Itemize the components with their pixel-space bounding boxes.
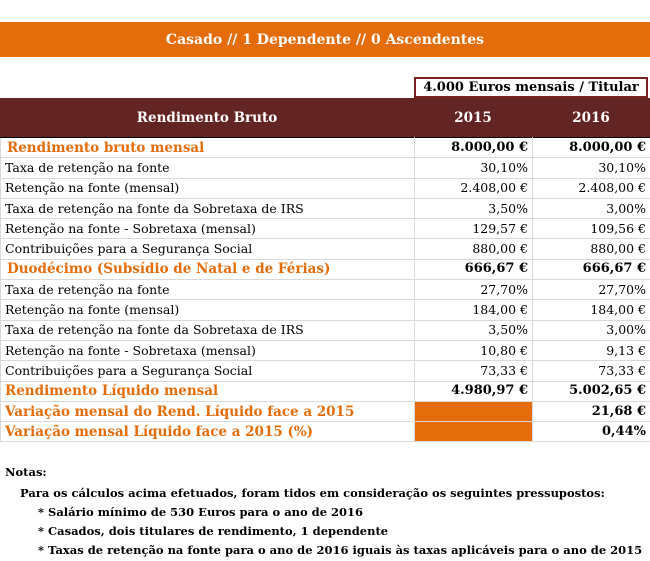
value-2015: 666,67 € [415,259,533,279]
table-row [1,158,650,178]
table-row [1,340,650,360]
row-label: Retenção na fonte (mensal) [1,178,415,198]
value-2016: 9,13 € [533,340,650,360]
header-label: Rendimento Bruto [136,109,278,126]
table-header [0,98,650,137]
header-year-2016: 2016 [572,109,610,126]
notes-bullet: * Taxas de retenção na fonte para o ano de 2016 iguais às taxas aplicáveis para o ano de 2015 [38,543,643,557]
notes-bullet: * Casados, dois titulares de rendimento, 1 dependente [38,524,389,538]
row-label: Taxa de retenção na fonte [1,280,415,300]
table-row [1,320,650,340]
row-label: Rendimento bruto mensal [1,138,415,158]
value-2016: 27,70% [533,280,650,300]
value-2015-empty [415,401,533,421]
value-2015: 10,80 € [415,340,533,360]
value-2016: 8.000,00 € [533,138,650,158]
row-label: Variação mensal Líquido face a 2015 (%) [1,422,415,442]
row-label: Contribuições para a Segurança Social [1,361,415,381]
value-2016: 2.408,00 € [533,178,650,198]
table-row [1,381,650,401]
row-label: Taxa de retenção na fonte [1,158,415,178]
value-2016: 30,10% [533,158,650,178]
row-label: Contribuições para a Segurança Social [1,239,415,259]
notes-bullet: * Salário mínimo de 530 Euros para o ano de 2016 [38,505,364,519]
notes-intro: Para os cálculos acima efetuados, foram tidos em consideração os seguintes pressupostos: [20,486,605,500]
row-label: Taxa de retenção na fonte da Sobretaxa de IRS [1,198,415,218]
table-row [1,280,650,300]
value-2015: 3,50% [415,320,533,340]
table-row [1,259,650,279]
notes-title: Notas: [5,465,47,479]
table-row [1,198,650,218]
value-2016: 5.002,65 € [533,381,650,401]
table-row [1,138,650,158]
titular-income-label: 4.000 Euros mensais / Titular [414,77,648,98]
value-2016: 21,68 € [533,401,650,421]
table-row [1,239,650,259]
row-label: Duodécimo (Subsídio de Natal e de Férias) [1,259,415,279]
scenario-banner: Casado // 1 Dependente // 0 Ascendentes [0,22,650,57]
value-2015: 30,10% [415,158,533,178]
value-2015: 27,70% [415,280,533,300]
value-2016: 3,00% [533,198,650,218]
value-2015: 8.000,00 € [415,138,533,158]
table-row [1,300,650,320]
row-label: Retenção na fonte - Sobretaxa (mensal) [1,340,415,360]
value-2016: 880,00 € [533,239,650,259]
table-row [1,219,650,239]
row-label: Retenção na fonte - Sobretaxa (mensal) [1,219,415,239]
value-2015: 129,57 € [415,219,533,239]
row-label: Rendimento Líquido mensal [1,381,415,401]
value-2015: 880,00 € [415,239,533,259]
value-2015-empty [415,422,533,442]
value-2016: 3,00% [533,320,650,340]
value-2015: 4.980,97 € [415,381,533,401]
value-2016: 0,44% [533,422,650,442]
value-2016: 666,67 € [533,259,650,279]
value-2015: 184,00 € [415,300,533,320]
value-2016: 73,33 € [533,361,650,381]
row-label: Variação mensal do Rend. Líquido face a 2015 [1,401,415,421]
table-row [1,401,650,421]
row-label: Retenção na fonte (mensal) [1,300,415,320]
value-2016: 109,56 € [533,219,650,239]
table-row [1,178,650,198]
value-2015: 73,33 € [415,361,533,381]
value-2016: 184,00 € [533,300,650,320]
value-2015: 2.408,00 € [415,178,533,198]
header-year-2015: 2015 [454,109,492,126]
value-2015: 3,50% [415,198,533,218]
table-row [1,361,650,381]
income-table [0,137,650,442]
notes-section [5,465,643,557]
row-label: Taxa de retenção na fonte da Sobretaxa de IRS [1,320,415,340]
table-row [1,422,650,442]
